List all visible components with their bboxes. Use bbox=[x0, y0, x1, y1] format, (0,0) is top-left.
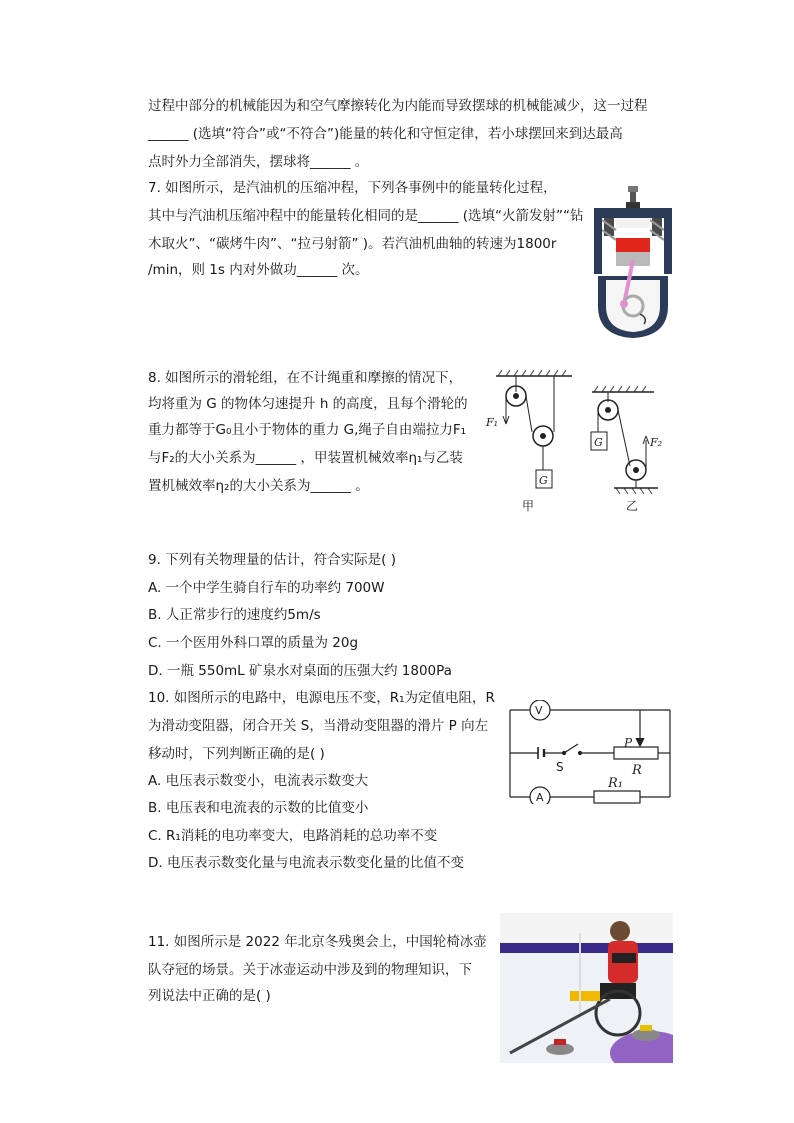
q7-line-3: 木取火”、“碳烤牛肉”、“拉弓射箭” )。若汽油机曲轴的转速为1800r bbox=[148, 236, 557, 252]
q7-line-2: 其中与汽油机压缩冲程中的能量转化相同的是______ (选填“火箭发射”“钻 bbox=[148, 208, 584, 224]
q8-line-1: 8. 如图所示的滑轮组，在不计绳重和摩擦的情况下， bbox=[148, 370, 463, 386]
voltmeter-label: V bbox=[535, 704, 543, 717]
q8-line-3: 重力都等于G₀且小于物体的重力 G,绳子自由端拉力F₁ bbox=[148, 422, 467, 438]
q9-option-b: B. 人正常步行的速度约5m/s bbox=[148, 607, 321, 623]
engine-figure bbox=[588, 186, 678, 342]
q10-option-a: A. 电压表示数变小，电流表示数变大 bbox=[148, 773, 369, 789]
curling-photo bbox=[500, 913, 673, 1063]
pulley-f1-label: F₁ bbox=[486, 416, 499, 429]
q8-line-4: 与F₂的大小关系为______ ，甲装置机械效率η₁与乙装 bbox=[148, 450, 463, 466]
q10-option-c: C. R₁消耗的电功率变大，电路消耗的总功率不变 bbox=[148, 828, 438, 844]
q10-option-d: D. 电压表示数变化量与电流表示数变化量的比值不变 bbox=[148, 855, 464, 871]
q10-line-3: 移动时，下列判断正确的是( ) bbox=[148, 746, 325, 762]
q10-line-1: 10. 如图所示的电路中，电源电压不变，R₁为定值电阻，R bbox=[148, 690, 495, 706]
pulley-weight-jia: G bbox=[539, 474, 548, 487]
q10-option-b: B. 电压表和电流表的示数的比值变小 bbox=[148, 800, 369, 816]
pulley-label-yi: 乙 bbox=[626, 499, 639, 513]
resistor-r1-label: R₁ bbox=[608, 776, 623, 791]
q7-line-4: /min，则 1s 内对外做功______ 次。 bbox=[148, 262, 369, 278]
q7-line-1: 7. 如图所示，是汽油机的压缩冲程，下列各事例中的能量转化过程， bbox=[148, 180, 557, 196]
q11-line-3: 列说法中正确的是( ) bbox=[148, 988, 271, 1004]
intro-line-3: 点时外力全部消失，摆球将______ 。 bbox=[148, 154, 369, 170]
pulley-label-jia: 甲 bbox=[522, 499, 535, 513]
intro-line-2: ______ (选填“符合”或“不符合”)能量的转化和守恒定律，若小球摆回来到达最高 bbox=[148, 126, 623, 142]
q11-line-1: 11. 如图所示是 2022 年北京冬残奥会上，中国轮椅冰壶 bbox=[148, 934, 487, 950]
q9-stem: 9. 下列有关物理量的估计，符合实际是( ) bbox=[148, 552, 396, 568]
intro-line-1: 过程中部分的机械能因为和空气摩擦转化为内能而导致摆球的机械能减少，这一过程 bbox=[148, 98, 648, 114]
rheostat-label: R bbox=[632, 763, 642, 778]
q8-line-2: 均将重为 G 的物体匀速提升 h 的高度，且每个滑轮的 bbox=[148, 396, 468, 412]
q9-option-c: C. 一个医用外科口罩的质量为 20g bbox=[148, 635, 359, 651]
ammeter-label: A bbox=[536, 791, 544, 804]
q9-option-d: D. 一瓶 550mL 矿泉水对桌面的压强大约 1800Pa bbox=[148, 663, 452, 679]
slider-label: P bbox=[624, 736, 633, 750]
q10-line-2: 为滑动变阻器，闭合开关 S，当滑动变阻器的滑片 P 向左 bbox=[148, 718, 489, 734]
q9-option-a: A. 一个中学生骑自行车的功率约 700W bbox=[148, 580, 385, 596]
pulley-weight-yi: G bbox=[594, 436, 603, 449]
switch-label: S bbox=[556, 760, 564, 774]
circuit-figure bbox=[504, 700, 676, 804]
pulley-f2-label: F₂ bbox=[650, 436, 663, 449]
q11-line-2: 队夺冠的场景。关于冰壶运动中涉及到的物理知识，下 bbox=[148, 962, 472, 978]
pulley-figure bbox=[484, 370, 684, 518]
q8-line-5: 置机械效率η₂的大小关系为______ 。 bbox=[148, 478, 369, 494]
